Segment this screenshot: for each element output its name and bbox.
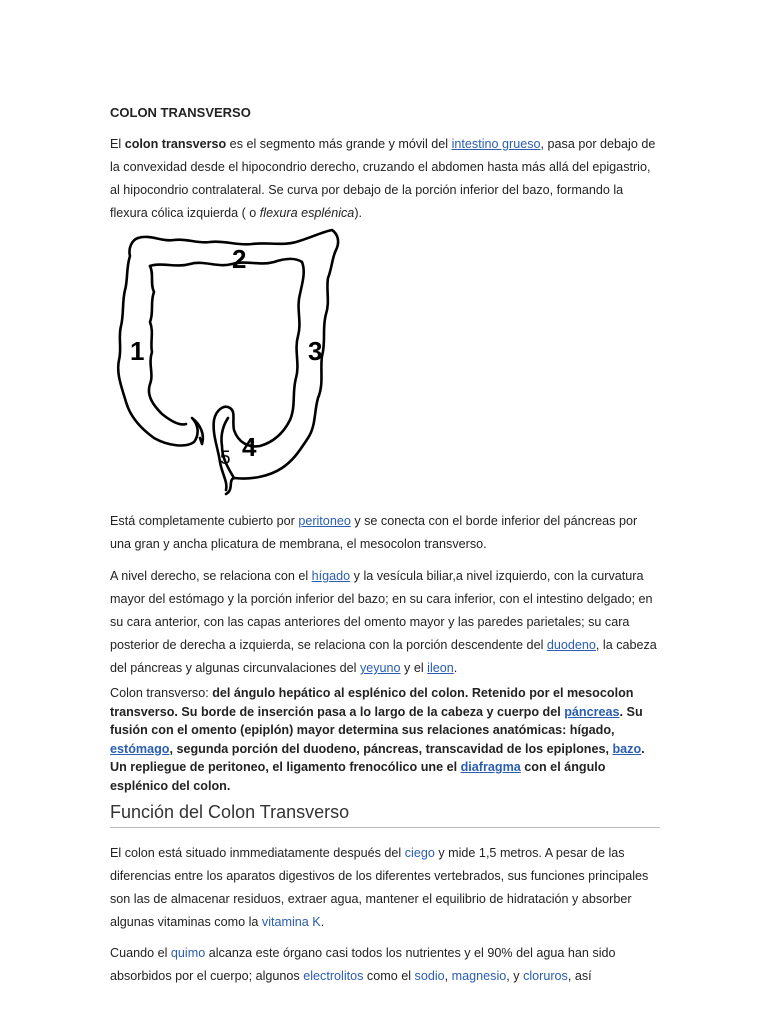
link-ciego[interactable]: ciego xyxy=(404,846,435,860)
text: A nivel derecho, se relaciona con el xyxy=(110,569,312,583)
text: Está completamente cubierto por xyxy=(110,514,299,528)
link-higado[interactable]: hígado xyxy=(311,569,351,583)
text: alcanza este órgano casi todos los nutrientes y el 90% del agua han sido absorbidos por el cuerpo; algunos xyxy=(110,946,616,983)
text: ). xyxy=(354,206,363,220)
text: , y xyxy=(506,969,524,983)
text: Cuando el xyxy=(110,946,171,960)
text: y la vesícula biliar,a nivel izquierdo, con la curvatura mayor del estómago y la porción inferior del bazo; en su cara inferior, con el intestino delgado; en su cara anterior, con las capas anteriores del omento mayor y las paredes parietales; su cara posterior de derecha a izquierda, se relaciona con la porción descendente del xyxy=(110,569,653,652)
bold-text: . Un repliegue de peritoneo, el ligamento frenocólico une el xyxy=(110,741,645,774)
link-yeyuno[interactable]: yeyuno xyxy=(359,661,401,675)
bold-text: , segunda porción del duodeno, páncreas, transcavidad de los epiplones, xyxy=(169,741,613,756)
text: Colon transverso: xyxy=(110,686,213,700)
link-quimo[interactable]: quimo xyxy=(170,946,206,960)
diagram-label-2: 2 xyxy=(232,244,247,274)
function-paragraph xyxy=(110,842,660,934)
diagram-label-5: 5 xyxy=(220,448,231,469)
link-diafragma[interactable]: diafragma xyxy=(460,760,521,774)
text: , así xyxy=(567,969,592,983)
summary-paragraph xyxy=(110,684,660,795)
text: . xyxy=(320,915,325,929)
diagram-label-4: 4 xyxy=(242,432,257,462)
link-peritoneo[interactable]: peritoneo xyxy=(298,514,351,528)
text: , pasa por debajo de la convexidad desde el hipocondrio derecho, cruzando el abdomen hasta más allá del epigastrio, al hipocondrio contralateral. Se curva por debajo de la porción inferior del bazo, formando la flexura cólica izquierda ( o xyxy=(110,137,656,220)
peritoneo-paragraph xyxy=(110,510,660,556)
text: y se conecta con el borde inferior del páncreas por una gran y ancha plicatura de membrana, el mesocolon transverso. xyxy=(110,514,638,551)
bold-term: colon transverso xyxy=(124,137,227,151)
quimo-paragraph xyxy=(110,942,660,988)
text: es el segmento más grande y móvil del xyxy=(226,137,452,151)
link-duodeno[interactable]: duodeno xyxy=(546,638,596,652)
text: y mide 1,5 metros. A pesar de las diferencias entre los aparatos digestivos de los diferentes vertebrados, sus funciones principales son las de almacenar residuos, extraer agua, mantener el equilibrio de hidratación y absorber algunas vitaminas como la xyxy=(110,846,649,929)
bold-text: . Su fusión con el omento (epiplón) mayor determina sus relaciones anatómicas: hígado, xyxy=(110,704,643,737)
link-cloruros[interactable]: cloruros xyxy=(523,969,568,983)
colon-inner-left xyxy=(149,266,186,425)
bold-text: con el ángulo esplénico del colon. xyxy=(110,760,606,793)
bold-text: del ángulo hepático al esplénico del colon. Retenido por el mesocolon transverso. Su borde de inserción pasa a lo largo de la cabeza y cuerpo del xyxy=(110,686,634,719)
text: , xyxy=(444,969,452,983)
diagram-label-3: 3 xyxy=(308,336,323,366)
link-bazo[interactable]: bazo xyxy=(612,741,642,756)
text: El xyxy=(110,137,125,151)
link-vitamina-k[interactable]: vitamina K xyxy=(261,915,321,929)
link-electrolitos[interactable]: electrolitos xyxy=(303,969,364,983)
text: , la cabeza del páncreas y algunas circunvalaciones del xyxy=(110,638,657,675)
link-estomago[interactable]: estómago xyxy=(110,741,170,756)
italic-term: flexura esplénica xyxy=(259,206,355,220)
link-magnesio[interactable]: magnesio xyxy=(451,969,507,983)
text: . xyxy=(453,661,458,675)
link-intestino-grueso[interactable]: intestino grueso xyxy=(451,137,541,151)
relations-paragraph xyxy=(110,565,660,680)
article-heading: COLON TRANSVERSO xyxy=(110,105,251,120)
diagram-label-1: 1 xyxy=(130,336,145,366)
text: y el xyxy=(400,661,428,675)
link-pancreas[interactable]: páncreas xyxy=(564,704,620,719)
section-title: Función del Colon Transverso xyxy=(110,802,660,828)
intro-paragraph xyxy=(110,133,660,225)
link-sodio[interactable]: sodio xyxy=(414,969,445,983)
text: El colon está situado inmmediatamente después del xyxy=(110,846,405,860)
text: como el xyxy=(363,969,415,983)
colon-diagram xyxy=(110,228,350,496)
link-ileon[interactable]: ileon xyxy=(427,661,454,675)
